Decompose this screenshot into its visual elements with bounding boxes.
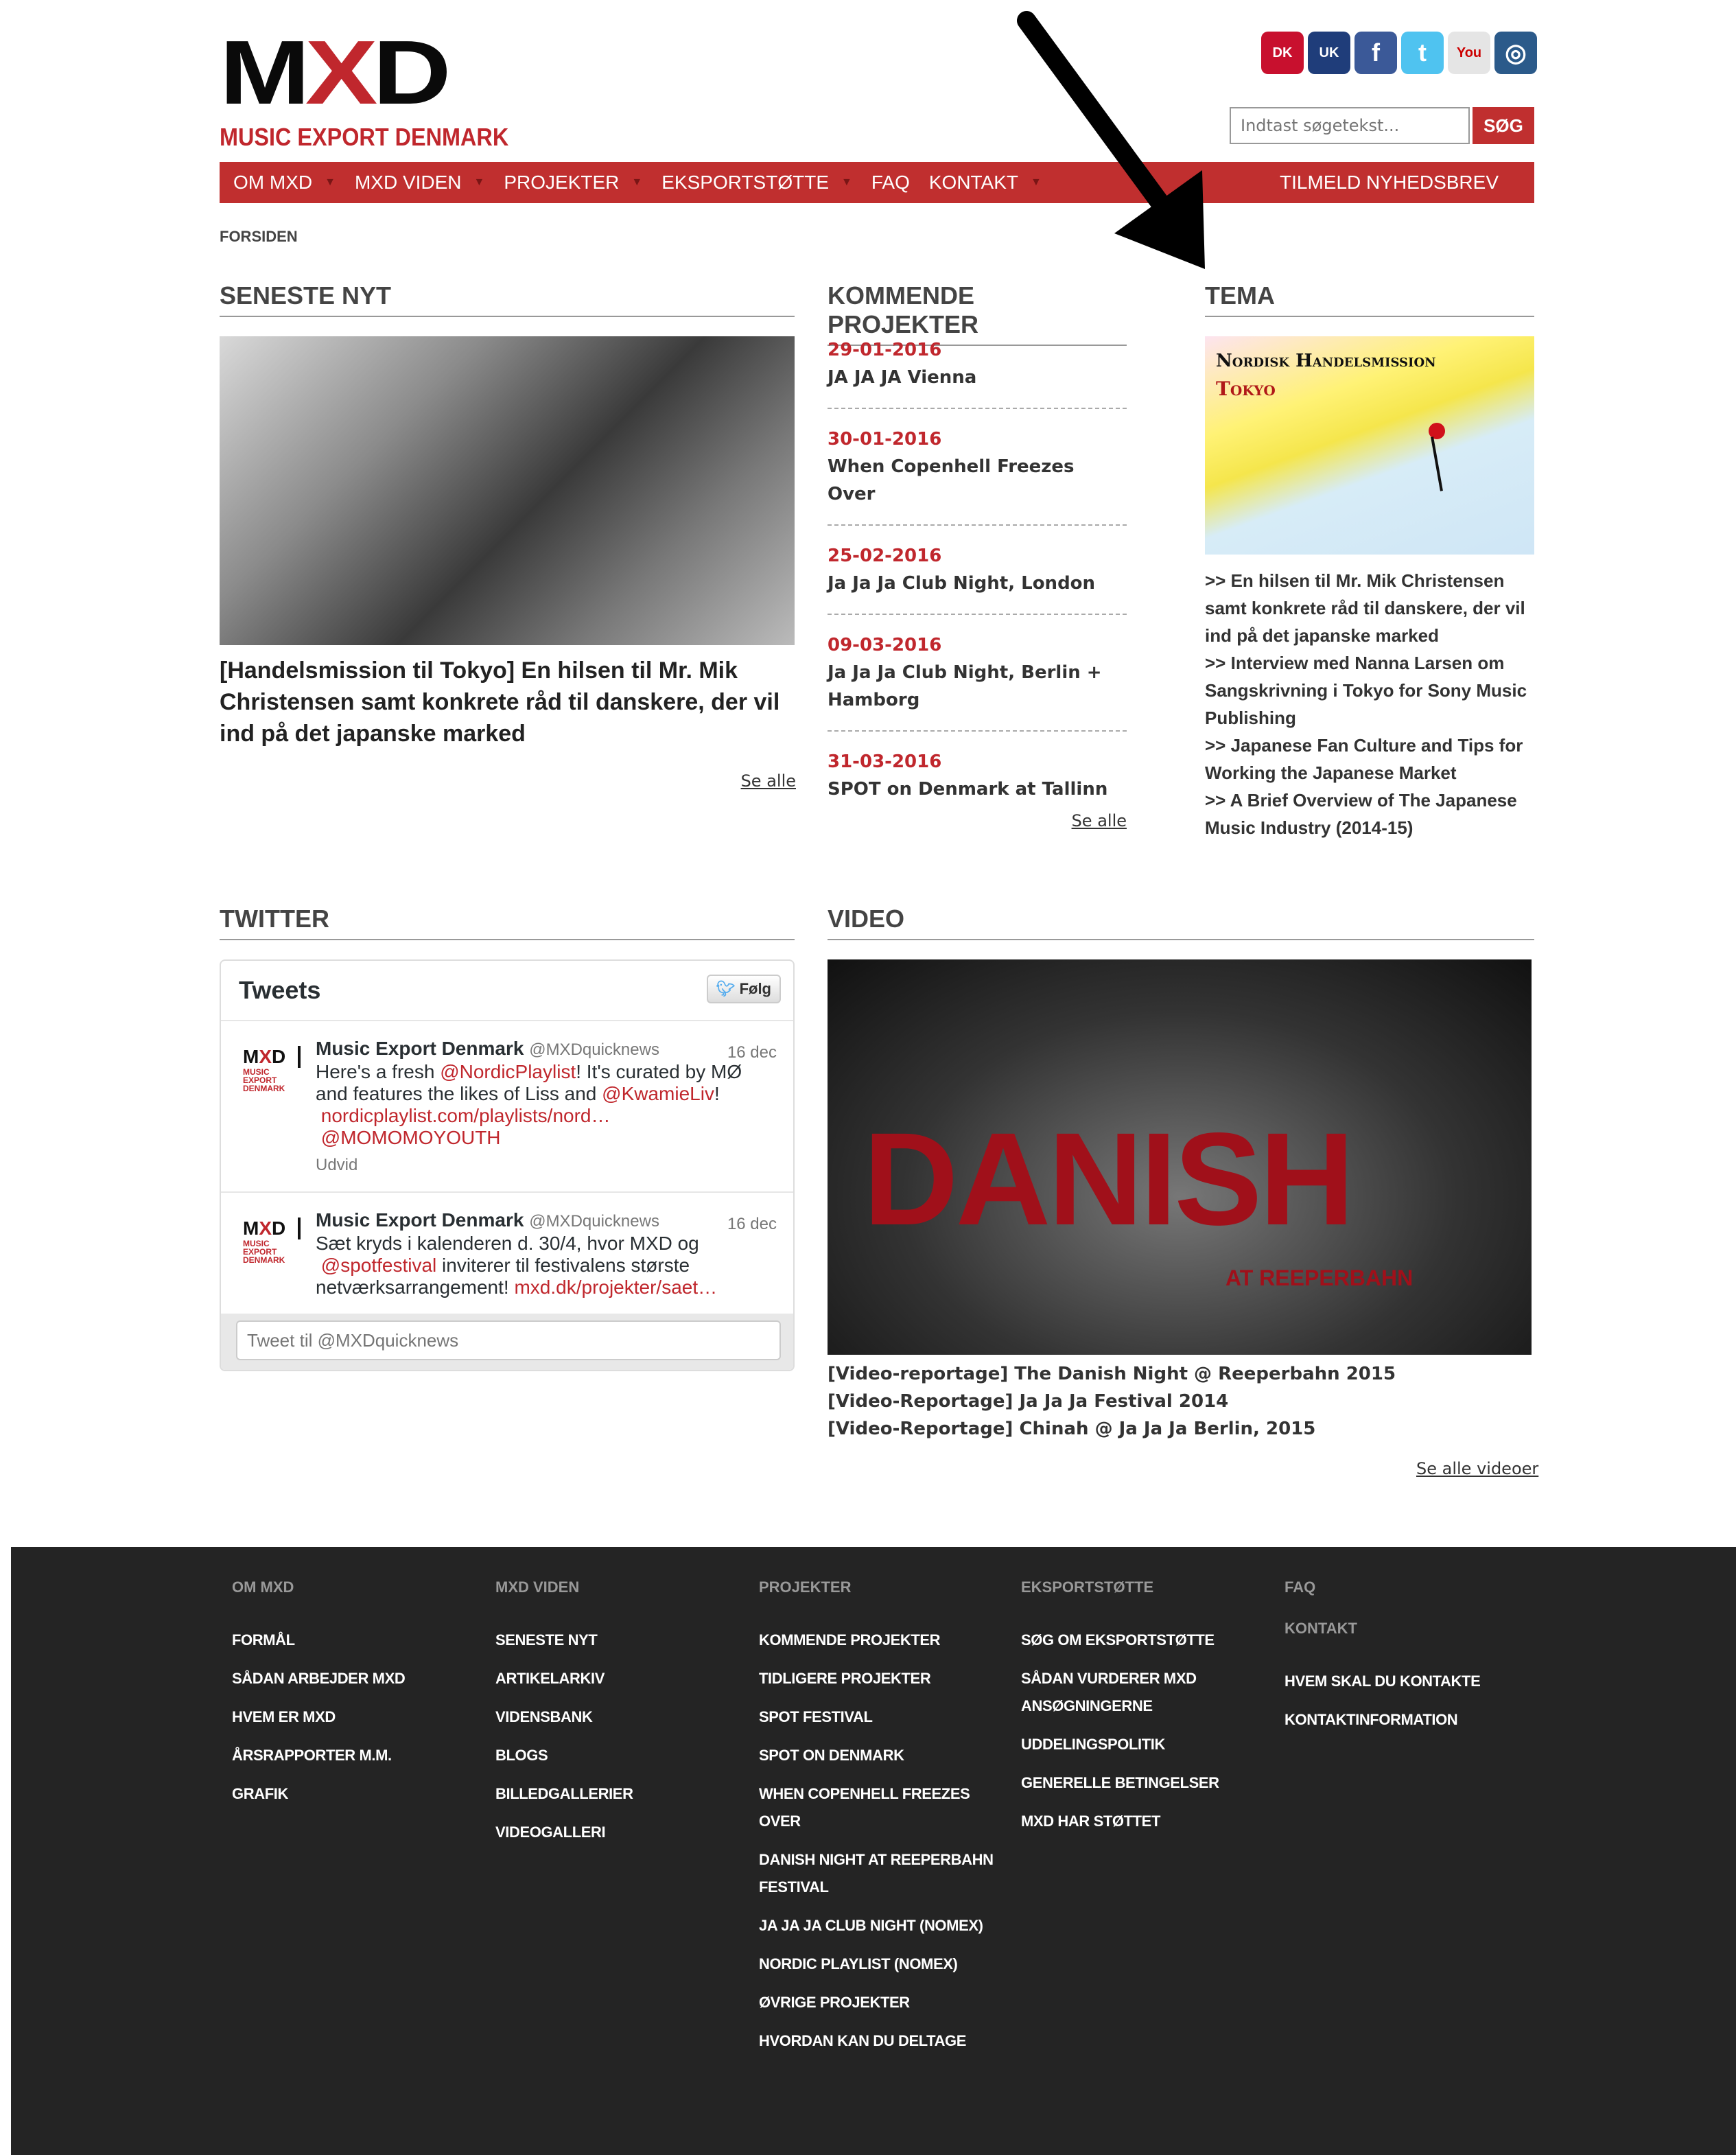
tema-image-subtitle: Tokyo — [1216, 377, 1276, 400]
footer-link[interactable]: TIDLIGERE PROJEKTER — [759, 1670, 931, 1687]
mention-link[interactable]: @MOMOMOYOUTH — [320, 1127, 501, 1148]
danish-flag-icon[interactable]: DK — [1261, 32, 1304, 74]
project-date: 31-03-2016 — [828, 752, 942, 772]
avatar[interactable] — [243, 1046, 303, 1093]
expand-link[interactable]: Udvid — [316, 1156, 358, 1174]
footer-link[interactable]: ÅRSRAPPORTER M.M. — [232, 1747, 392, 1764]
footer-link[interactable]: SØG OM EKSPORTSTØTTE — [1021, 1631, 1215, 1649]
footer-link[interactable]: GRAFIK — [232, 1785, 288, 1802]
footer-link[interactable]: VIDENSBANK — [495, 1708, 593, 1725]
twitter-bird-icon: 🐦︎ — [716, 980, 736, 997]
tweet-handle[interactable]: @MXDquicknews — [529, 1040, 659, 1059]
nav-label: FAQ — [871, 172, 910, 193]
url-link[interactable]: nordicplaylist.com/playlists/nord… — [320, 1105, 611, 1126]
caret-down-icon: ▼ — [631, 176, 643, 188]
project-title[interactable]: When Copenhell Freezes Over — [828, 456, 1075, 504]
news-heading: SENESTE NYT — [220, 281, 795, 317]
mention-link[interactable]: @KwamieLiv — [602, 1083, 714, 1104]
footer-heading[interactable]: OM MXD — [232, 1579, 294, 1596]
footer-link[interactable]: UDDELINGSPOLITIK — [1021, 1736, 1165, 1753]
project-date: 29-01-2016 — [828, 340, 942, 360]
avatar-logo-sub: MUSIC EXPORT DENMARK — [243, 1067, 285, 1093]
caret-down-icon: ▼ — [473, 176, 485, 188]
news-title-link[interactable]: [Handelsmission til Tokyo] En hilsen til Mr. Mik Christensen samt konkrete råd til danskere, der vil ind på det japanske marked — [220, 657, 780, 747]
footer-link[interactable]: BLOGS — [495, 1747, 548, 1764]
instagram-icon[interactable]: ◎ — [1494, 32, 1537, 74]
tema-link[interactable]: >> A Brief Overview of The Japanese Music Industry (2014-15) — [1205, 790, 1517, 838]
news-see-all-link[interactable]: Se alle — [740, 771, 796, 791]
video-overlay-subtitle: AT REEPERBAHN — [1225, 1266, 1414, 1290]
footer-link[interactable]: JA JA JA CLUB NIGHT (NOMEX) — [759, 1917, 983, 1934]
footer-link[interactable]: HVEM ER MXD — [232, 1708, 336, 1725]
url-link[interactable]: mxd.dk/projekter/saet… — [514, 1277, 718, 1298]
footer-link[interactable]: VIDEOGALLERI — [495, 1824, 606, 1841]
projects-list — [828, 336, 1127, 803]
footer-link[interactable]: SÅDAN VURDERER MXD ANSØGNINGERNE — [1021, 1670, 1197, 1714]
twitter-heading: TWITTER — [220, 905, 795, 940]
video-links — [828, 1360, 1396, 1443]
logo-m: M — [220, 22, 305, 123]
mention-link[interactable]: @spotfestival — [320, 1255, 437, 1276]
tweet — [221, 1193, 793, 1314]
map-pin-needle — [1431, 436, 1443, 491]
footer-column — [232, 1579, 479, 1819]
tweets-title: Tweets — [239, 976, 321, 1004]
tema-links — [1205, 567, 1537, 841]
facebook-icon[interactable]: f — [1354, 32, 1397, 74]
nav-label: MXD VIDEN — [354, 172, 462, 193]
twitter-icon[interactable]: t — [1401, 32, 1444, 74]
tweet-text: Sæt kryds i kalenderen d. 30/4, hvor MXD og — [316, 1233, 699, 1254]
breadcrumb[interactable]: FORSIDEN — [220, 228, 298, 245]
news-block — [220, 655, 796, 792]
footer-column — [1021, 1579, 1268, 1846]
video-link[interactable]: [Video-Reportage] Ja Ja Ja Festival 2014 — [828, 1391, 1229, 1412]
videos-see-all-link[interactable]: Se alle videoer — [1416, 1459, 1539, 1478]
nav-label: EKSPORTSTØTTE — [661, 172, 829, 193]
projects-block — [828, 336, 1127, 832]
projects-heading: KOMMENDE PROJEKTER — [828, 281, 1127, 346]
caret-down-icon: ▼ — [325, 176, 336, 188]
logo-d: D — [373, 22, 447, 123]
tweet-handle[interactable]: @MXDquicknews — [529, 1212, 659, 1231]
footer-link[interactable]: SPOT FESTIVAL — [759, 1708, 873, 1725]
news-image[interactable] — [220, 336, 795, 645]
project-item[interactable] — [828, 542, 1127, 615]
twitter-widget — [220, 959, 795, 1371]
youtube-icon[interactable]: You — [1448, 32, 1490, 74]
project-item[interactable] — [828, 631, 1127, 732]
footer-heading[interactable]: FAQ — [1285, 1579, 1316, 1596]
footer-link[interactable]: DANISH NIGHT AT REEPERBAHN FESTIVAL — [759, 1851, 994, 1896]
footer-heading[interactable]: EKSPORTSTØTTE — [1021, 1579, 1154, 1596]
video-player[interactable] — [828, 959, 1532, 1355]
project-item[interactable] — [828, 426, 1127, 526]
tweet-text: ! It's curated by MØ and features the likes of Liss and — [316, 1061, 742, 1104]
project-title[interactable]: JA JA JA Vienna — [828, 367, 977, 388]
footer-link[interactable]: SÅDAN ARBEJDER MXD — [232, 1670, 406, 1687]
video-link[interactable]: [Video-reportage] The Danish Night @ Reeperbahn 2015 — [828, 1364, 1396, 1384]
footer-heading[interactable]: KONTAKT — [1285, 1620, 1357, 1637]
tweet-author[interactable]: Music Export Denmark — [316, 1038, 524, 1059]
news-see-all-row — [220, 766, 796, 792]
tweet-author[interactable]: Music Export Denmark — [316, 1209, 524, 1231]
projects-see-all-row — [828, 806, 1127, 832]
footer-link[interactable]: MXD HAR STØTTET — [1021, 1813, 1160, 1830]
project-title[interactable]: Ja Ja Ja Club Night, Berlin + Hamborg — [828, 662, 1102, 710]
project-date: 09-03-2016 — [828, 635, 942, 655]
footer-column — [759, 1579, 1006, 2066]
logo-x: X — [305, 22, 373, 123]
tweet-compose — [221, 1314, 793, 1370]
footer-link[interactable]: KOMMENDE PROJEKTER — [759, 1631, 941, 1649]
video-overlay-title: DANISH — [863, 1105, 1352, 1253]
follow-button[interactable] — [707, 975, 782, 1003]
footer-column — [495, 1579, 742, 1857]
footer-link[interactable]: FORMÅL — [232, 1631, 295, 1649]
footer-link[interactable]: BILLEDGALLERIER — [495, 1785, 633, 1802]
annotation-arrow-icon — [0, 0, 1736, 357]
footer-link[interactable]: GENERELLE BETINGELSER — [1021, 1774, 1219, 1791]
footer-link[interactable]: SPOT ON DENMARK — [759, 1747, 904, 1764]
project-date: 25-02-2016 — [828, 546, 942, 566]
footer-column — [1285, 1620, 1532, 1745]
avatar[interactable] — [243, 1218, 303, 1264]
tema-link[interactable]: >> En hilsen til Mr. Mik Christensen samt konkrete råd til danskere, der vil ind på det japanske marked — [1205, 570, 1525, 646]
project-date: 30-01-2016 — [828, 429, 942, 450]
project-title[interactable]: SPOT on Denmark at Tallinn — [828, 779, 1108, 800]
avatar-logo: MXD — [243, 1218, 301, 1239]
footer-link[interactable]: SENESTE NYT — [495, 1631, 598, 1649]
project-item[interactable] — [828, 748, 1127, 803]
mention-link[interactable]: @NordicPlaylist — [440, 1061, 576, 1082]
projects-see-all-link[interactable]: Se alle — [1071, 811, 1127, 830]
tema-map-image[interactable] — [1205, 336, 1534, 555]
project-title[interactable]: Ja Ja Ja Club Night, London — [828, 573, 1096, 594]
footer-link[interactable]: WHEN COPENHELL FREEZES OVER — [759, 1785, 970, 1830]
footer-column — [1285, 1579, 1532, 1606]
tweet-header — [316, 1038, 777, 1061]
nav-label: KONTAKT — [928, 172, 1019, 193]
tweet-header — [316, 1209, 777, 1233]
tweet — [221, 1021, 793, 1193]
nav-label: PROJEKTER — [504, 172, 620, 193]
footer-link[interactable]: KONTAKTINFORMATION — [1285, 1711, 1458, 1728]
footer-link[interactable]: ØVRIGE PROJEKTER — [759, 1994, 910, 2011]
search-button[interactable]: SØG — [1473, 107, 1534, 144]
footer-link[interactable]: HVEM SKAL DU KONTAKTE — [1285, 1673, 1481, 1690]
tweet-input[interactable] — [236, 1320, 781, 1360]
tweet-text: ! — [714, 1083, 720, 1104]
avatar-logo-sub: MUSIC EXPORT DENMARK — [243, 1239, 285, 1265]
tweet-date[interactable]: 16 dec — [727, 1215, 777, 1233]
tweet-date[interactable]: 16 dec — [727, 1043, 777, 1062]
uk-flag-icon[interactable]: UK — [1308, 32, 1350, 74]
avatar-logo: MXD — [243, 1046, 301, 1068]
twitter-header — [221, 961, 793, 1021]
footer-heading[interactable]: PROJEKTER — [759, 1579, 852, 1596]
nav-newsletter[interactable]: TILMELD NYHEDSBREV — [1280, 172, 1499, 193]
tema-heading: TEMA — [1205, 281, 1534, 317]
tweet-text: inviterer til festivalens største netværksarrangement! — [316, 1255, 690, 1298]
nav-label: OM MXD — [233, 172, 313, 193]
tema-link[interactable]: >> Interview med Nanna Larsen om Sangskrivning i Tokyo for Sony Music Publishing — [1205, 653, 1527, 728]
logo-subtitle: MUSIC EXPORT DENMARK — [220, 123, 509, 151]
tema-link[interactable]: >> Japanese Fan Culture and Tips for Working the Japanese Market — [1205, 735, 1523, 783]
footer-link[interactable]: ARTIKELARKIV — [495, 1670, 605, 1687]
tweet-text: Here's a fresh — [316, 1061, 441, 1082]
tema-image-title: Nordisk Handelsmission — [1216, 351, 1436, 371]
video-heading: VIDEO — [828, 905, 1534, 940]
caret-down-icon: ▼ — [841, 176, 852, 188]
caret-down-icon: ▼ — [1031, 176, 1042, 188]
footer-heading[interactable]: MXD VIDEN — [495, 1579, 580, 1596]
video-link[interactable]: [Video-Reportage] Chinah @ Ja Ja Ja Berlin, 2015 — [828, 1419, 1316, 1439]
footer-link[interactable]: NORDIC PLAYLIST (NOMEX) — [759, 1955, 958, 1972]
follow-label: Følg — [739, 980, 771, 997]
footer-link[interactable]: HVORDAN KAN DU DELTAGE — [759, 2032, 967, 2049]
